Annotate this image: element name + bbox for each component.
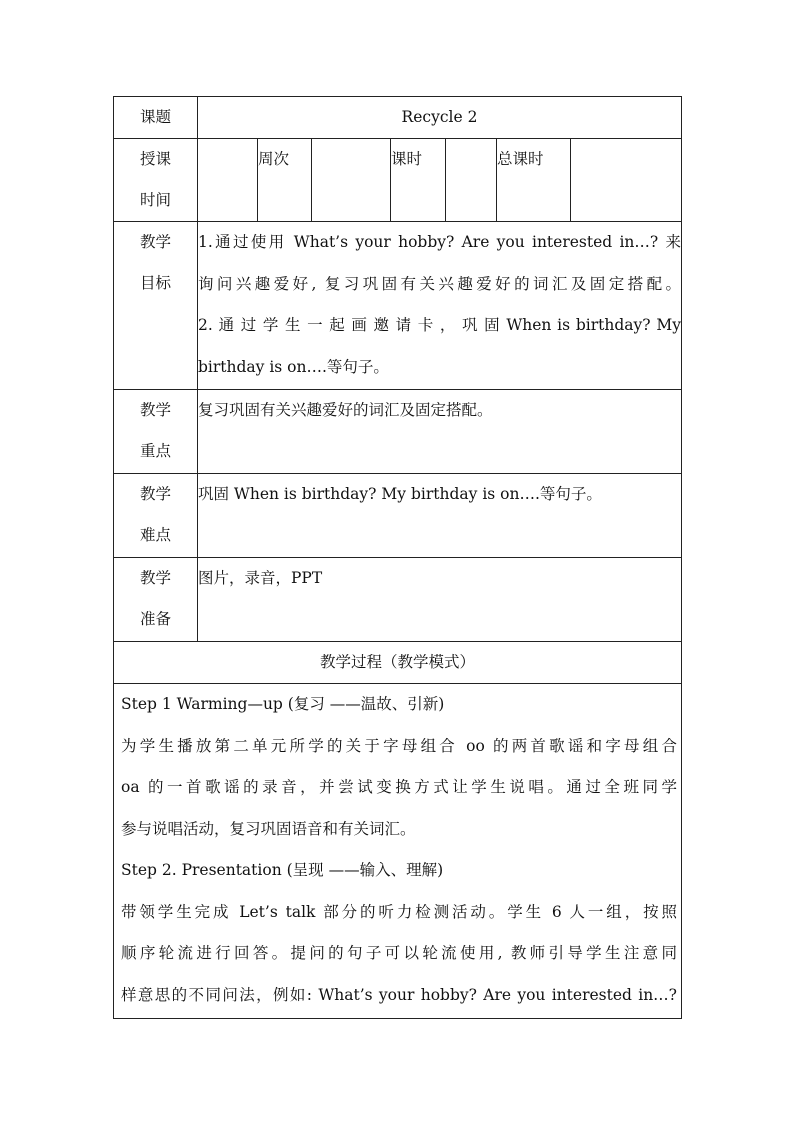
topic-label: 课题 (139, 108, 171, 126)
topic-value-cell (198, 97, 682, 139)
preparation-label-line2: 准备 (139, 610, 171, 628)
process-title-row (114, 642, 682, 684)
preparation-label-cell (114, 558, 198, 642)
objectives-line: 询问兴趣爱好, 复习巩固有关兴趣爱好的词汇及固定搭配。 (198, 274, 681, 293)
process-title-cell (114, 642, 682, 684)
process-step-heading: Step 2. Presentation (呈现 ——输入、理解) (121, 861, 444, 879)
preparation-label-line1: 教学 (139, 569, 171, 587)
process-body-row (114, 684, 682, 1019)
total-value-cell (571, 139, 682, 222)
preparation-text: 图片，录音，PPT (198, 569, 323, 587)
preparation-row (114, 558, 682, 642)
process-body-cell (114, 684, 682, 1019)
objectives-text-cell (198, 222, 682, 390)
preparation-text-cell (198, 558, 682, 642)
total-label: 总课时 (497, 150, 544, 168)
key-points-text-cell (198, 390, 682, 474)
key-points-label-cell (114, 390, 198, 474)
period-label: 课时 (391, 150, 423, 168)
period-value-cell (446, 139, 497, 222)
period-label-cell (391, 139, 446, 222)
difficulties-text-cell (198, 474, 682, 558)
process-line: 样意思的不同问法，例如: What’s your hobby? Are you interested in…? (121, 985, 677, 1004)
difficulties-row (114, 474, 682, 558)
difficulties-label-line2: 难点 (139, 526, 171, 544)
key-points-label-line1: 教学 (139, 401, 171, 419)
key-points-label-line2: 重点 (139, 442, 171, 460)
difficulties-label-cell (114, 474, 198, 558)
objectives-label-line2: 目标 (139, 274, 171, 292)
objectives-row (114, 222, 682, 390)
topic-label-cell (114, 97, 198, 139)
process-step-heading: Step 1 Warming—up (复习 ——温故、引新) (121, 695, 445, 713)
topic-value: Recycle 2 (401, 108, 478, 126)
time-value-cell (198, 139, 258, 222)
difficulties-text: 巩固 When is birthday? My birthday is on….等句子。 (198, 485, 602, 503)
process-line: oa 的一首歌谣的录音，并尝试变换方式让学生说唱。通过全班同学 (121, 778, 677, 796)
objectives-label-cell (114, 222, 198, 390)
topic-row (114, 97, 682, 139)
objectives-line: 2. 通 过 学 生 一 起 画 邀 请 卡 ， 巩 固 When is birthday? My (198, 316, 681, 334)
time-label-cell (114, 139, 198, 222)
objectives-line: birthday is on….等句子。 (198, 357, 389, 376)
time-label-line1: 授课 (139, 150, 171, 168)
process-line: 带领学生完成 Let’s talk 部分的听力检测活动。学生 6 人一组，按照 (121, 902, 677, 921)
process-line: 顺序轮流进行回答。提问的句子可以轮流使用, 教师引导学生注意同 (121, 944, 677, 962)
week-value-cell (312, 139, 391, 222)
lesson-plan-table (113, 96, 682, 1019)
process-title: 教学过程（教学模式） (319, 653, 475, 671)
key-points-text: 复习巩固有关兴趣爱好的词汇及固定搭配。 (198, 401, 493, 419)
process-line: 参与说唱活动，复习巩固语音和有关词汇。 (121, 819, 416, 838)
week-label-cell (258, 139, 312, 222)
difficulties-label-line1: 教学 (139, 485, 171, 503)
week-label: 周次 (258, 150, 290, 168)
objectives-label-line1: 教学 (139, 233, 171, 251)
time-row (114, 139, 682, 222)
key-points-row (114, 390, 682, 474)
total-label-cell (497, 139, 571, 222)
process-line: 为学生播放第二单元所学的关于字母组合 oo 的两首歌谣和字母组合 (121, 736, 677, 755)
time-label-line2: 时间 (139, 191, 171, 209)
objectives-line: 1.通过使用 What’s your hobby? Are you interested in…? 来 (198, 233, 681, 251)
